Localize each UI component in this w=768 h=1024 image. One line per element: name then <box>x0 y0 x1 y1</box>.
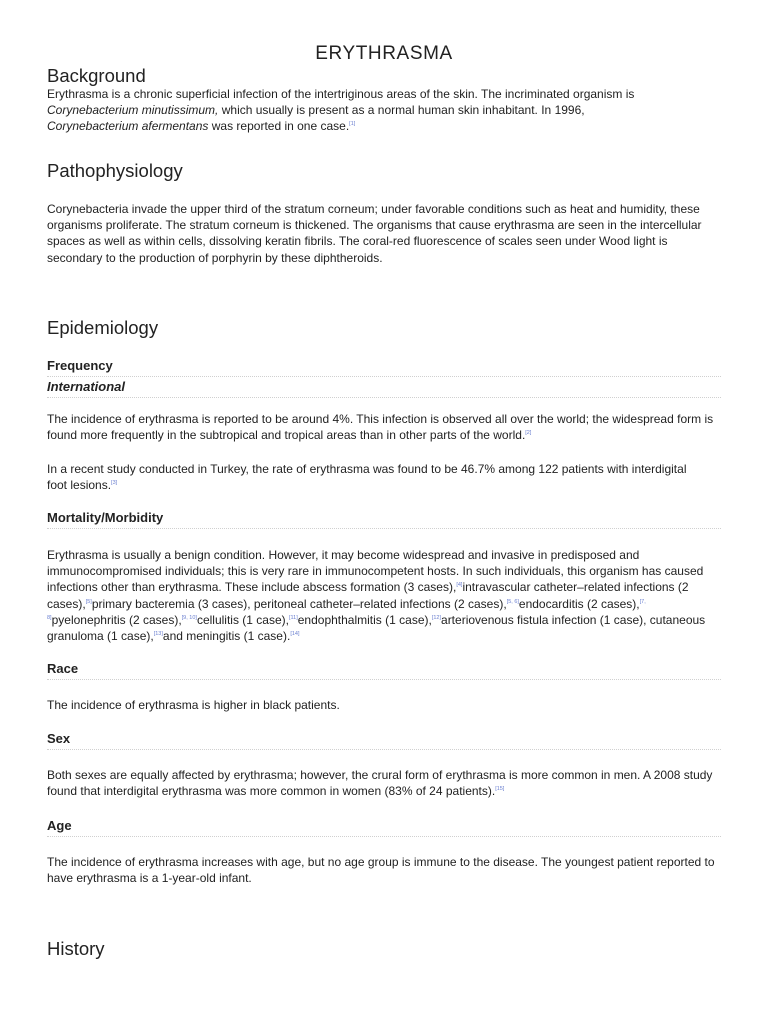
race-paragraph: The incidence of erythrasma is higher in black patients. <box>47 698 340 712</box>
organism-name-1: Corynebacterium minutissimum, <box>47 103 219 118</box>
race-heading: Race <box>47 661 79 676</box>
international-paragraph-1 <box>47 411 727 443</box>
mortality-text-7: endophthalmitis (1 case), <box>297 612 432 627</box>
citation-4-link[interactable]: [4] <box>456 582 463 589</box>
citation-9-10-link[interactable]: [9, 10] <box>181 614 197 621</box>
citation-15[interactable] <box>495 786 504 792</box>
section-divider <box>47 679 721 680</box>
section-divider <box>47 528 721 529</box>
age-paragraph: The incidence of erythrasma increases with age, but no age group is immune to the disease. The youngest patient reported to have erythrasma is a 1-year-old infant. <box>47 855 715 886</box>
mortality-text-3: primary bacteremia (3 cases), peritoneal catheter–related infections (2 cases), <box>91 596 507 611</box>
background-heading: Background <box>47 65 146 86</box>
citation-1-link[interactable]: [1] <box>349 121 356 128</box>
international-text-1: The incidence of erythrasma is reported to be around 4%. This infection is observed all over the world; the widespread form is found more frequently in the subtropical and tropical areas than in other parts of the world. <box>47 412 714 443</box>
sex-text: Both sexes are equally affected by erythrasma; however, the crural form of erythrasma is more common in men. A 2008 study found that interdigital erythrasma was more common in women (83% of 24 patients). <box>47 768 713 799</box>
mortality-text-4: endocarditis (2 cases), <box>518 596 640 611</box>
background-text-3: was reported in one case. <box>208 119 350 134</box>
citation-2[interactable] <box>525 430 531 436</box>
mortality-text-8: arteriovenous fistula infection (1 case), cutaneous granuloma (1 case), <box>47 612 706 644</box>
citation-14[interactable] <box>290 631 299 637</box>
citation-9-10[interactable] <box>182 615 197 621</box>
history-heading: History <box>47 938 105 959</box>
citation-1[interactable] <box>349 121 355 127</box>
section-divider <box>47 749 721 750</box>
mortality-text-9: and meningitis (1 case). <box>162 629 291 644</box>
organism-name-2: Corynebacterium afermentans <box>47 119 209 134</box>
section-divider <box>47 836 721 837</box>
pathophysiology-paragraph: Corynebacteria invade the upper third of the stratum corneum; under favorable conditions such as heat and humidity, these organisms proliferate. The stratum corneum is thickened. The organisms that cause erythrasma are seen in the intercellular spaces as well as within cells, dissolving keratin fibrils. The coral-red fluorescence of scales seen under Wood light is secondary to the production of porphyrin by these diphtheroids. <box>47 202 702 265</box>
mortality-paragraph <box>47 547 721 644</box>
sex-heading: Sex <box>47 731 71 746</box>
citation-5-6[interactable] <box>507 599 519 605</box>
mortality-text-5: pyelonephritis (2 cases), <box>51 612 182 627</box>
background-text-2: which usually is present as a normal human skin inhabitant. In 1996, <box>218 103 585 118</box>
citation-5-link[interactable]: [5] <box>85 598 92 605</box>
mortality-text-2: intravascular catheter–related infections (2 cases), <box>47 580 689 611</box>
frequency-heading: Frequency <box>47 358 113 373</box>
mortality-text-1: Erythrasma is usually a benign condition. However, it may become widespread and invasive in predisposed and immunocompromised individuals; this is very rare in immunocompetent hosts. In such individuals, this organism has caused infections other than erythrasma. These include abscess formation (3 cases), <box>47 548 704 595</box>
citation-12-link[interactable]: [12] <box>431 614 442 621</box>
background-paragraph <box>47 86 677 135</box>
citation-12[interactable] <box>432 615 441 621</box>
citation-3[interactable] <box>111 480 117 486</box>
section-divider <box>47 376 721 377</box>
international-text-2: In a recent study conducted in Turkey, the rate of erythrasma was found to be 46.7% among 122 patients with interdigital foot lesions. <box>47 462 687 493</box>
international-heading: International <box>47 379 126 394</box>
mortality-heading: Mortality/Morbidity <box>47 510 164 525</box>
citation-15-link[interactable]: [15] <box>495 786 505 793</box>
citation-2-link[interactable]: [2] <box>525 430 532 437</box>
citation-13-link[interactable]: [13] <box>153 631 163 638</box>
citation-5-6-link[interactable]: [5, 6] <box>506 598 519 605</box>
international-paragraph-2 <box>47 461 687 493</box>
section-divider <box>47 397 721 398</box>
document-title: ERYTHRASMA <box>315 43 453 64</box>
citation-11-link[interactable]: [11] <box>288 614 298 621</box>
citation-7-8-link[interactable]: [7, 8] <box>47 598 646 621</box>
pathophysiology-heading: Pathophysiology <box>47 160 183 181</box>
background-text-1: Erythrasma is a chronic superficial infection of the intertriginous areas of the skin. The incriminated organism is <box>47 87 635 101</box>
age-heading: Age <box>47 818 72 833</box>
epidemiology-heading: Epidemiology <box>47 317 159 338</box>
sex-paragraph <box>47 767 719 799</box>
citation-14-link[interactable]: [14] <box>290 631 300 638</box>
citation-13[interactable] <box>154 631 163 637</box>
citation-11[interactable] <box>289 615 298 621</box>
citation-3-link[interactable]: [3] <box>111 480 118 487</box>
mortality-text-6: cellulitis (1 case), <box>196 612 289 627</box>
